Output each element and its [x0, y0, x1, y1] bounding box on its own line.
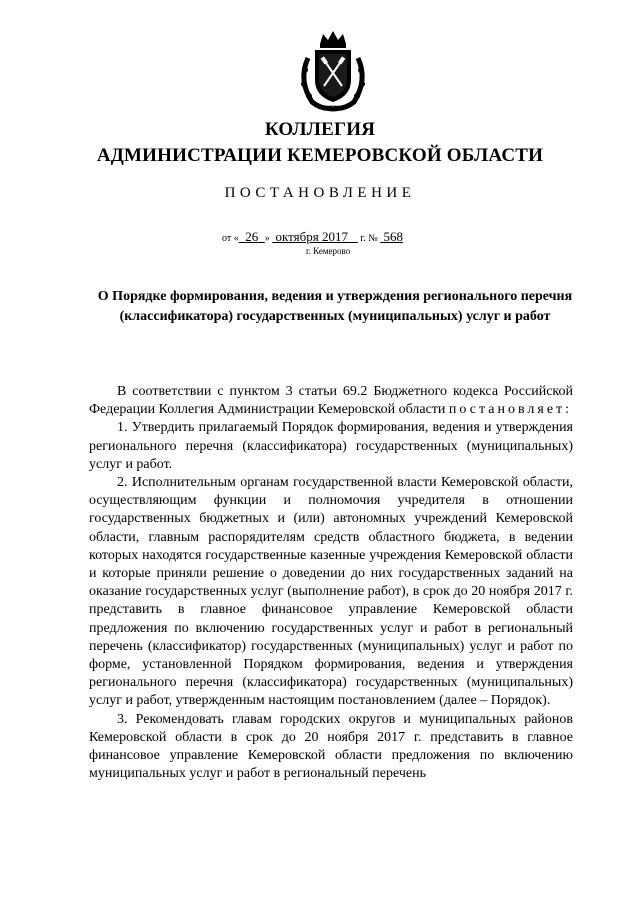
paragraph-2: 2. Исполнительным органам государственной власти Кемеровской области, осуществляющим функции и полномочия учредителя в отношении государственных бюджетных и (или) автономных учреждений Кемеровской области, главным распорядителям средств областного бюджета, в ведении которых находятся государственные казенные учреждения Кемеровской области и которые приняли решение о доведении до них государственных заданий на оказание государственных услуг (выполнение работ), в срок до 20 ноября 2017 г. представить в главное финансовое управление Кемеровской области предложения по включению государственных услуг и работ в региональный перечень (классификатор) государственных (муниципальных) услуг и работ по форме, установленной Порядком формирования, ведения и утверждения регионального перечня (классификатора) государственных (муниципальных) услуг и работ, утвержденным настоящим постановлением (далее – Порядок). [89, 475, 573, 709]
city-label: г. Кемерово [306, 246, 351, 256]
date-prefix: от « [222, 233, 239, 244]
document-type: ПОСТАНОВЛЕНИЕ [224, 185, 416, 201]
date-number-line [222, 229, 403, 245]
org-name-line1: КОЛЛЕГИЯ [264, 119, 376, 140]
intro-paragraph: В соответствии с пунктом 3 статьи 69.2 Бюджетного кодекса Российской Федерации Коллегия Администрации Кемеровской области постановляет: [89, 384, 573, 418]
document-number: 568 [383, 229, 404, 244]
date-year-suffix: г. [360, 233, 366, 244]
paragraph-3: 3. Рекомендовать главам городских округов и муниципальных районов Кемеровской области в срок до 20 ноября 2017 г. представить в главное финансовое управление Кемеровской области предложения по включению муниципальных услуг и работ в региональный перечень [89, 711, 573, 782]
resolves-word: постановляет: [448, 402, 573, 418]
document-title: О Порядке формирования, ведения и утверждения регионального перечня (классификатора) государственных (муниципальных) услуг и работ [97, 289, 573, 324]
number-label: № [368, 233, 378, 244]
org-name-line2: АДМИНИСТРАЦИИ КЕМЕРОВСКОЙ ОБЛАСТИ [96, 145, 544, 166]
kemerovo-coat-of-arms-icon [290, 28, 376, 114]
document-body [89, 383, 573, 783]
date-month-year: октября 2017 [275, 229, 348, 244]
date-sep: » [264, 233, 270, 244]
date-day: 26 [245, 229, 259, 244]
paragraph-1: 1. Утвердить прилагаемый Порядок формирования, ведения и утверждения регионального перечня (классификатора) государственных (муниципальных) услуг и работ. [89, 420, 573, 472]
